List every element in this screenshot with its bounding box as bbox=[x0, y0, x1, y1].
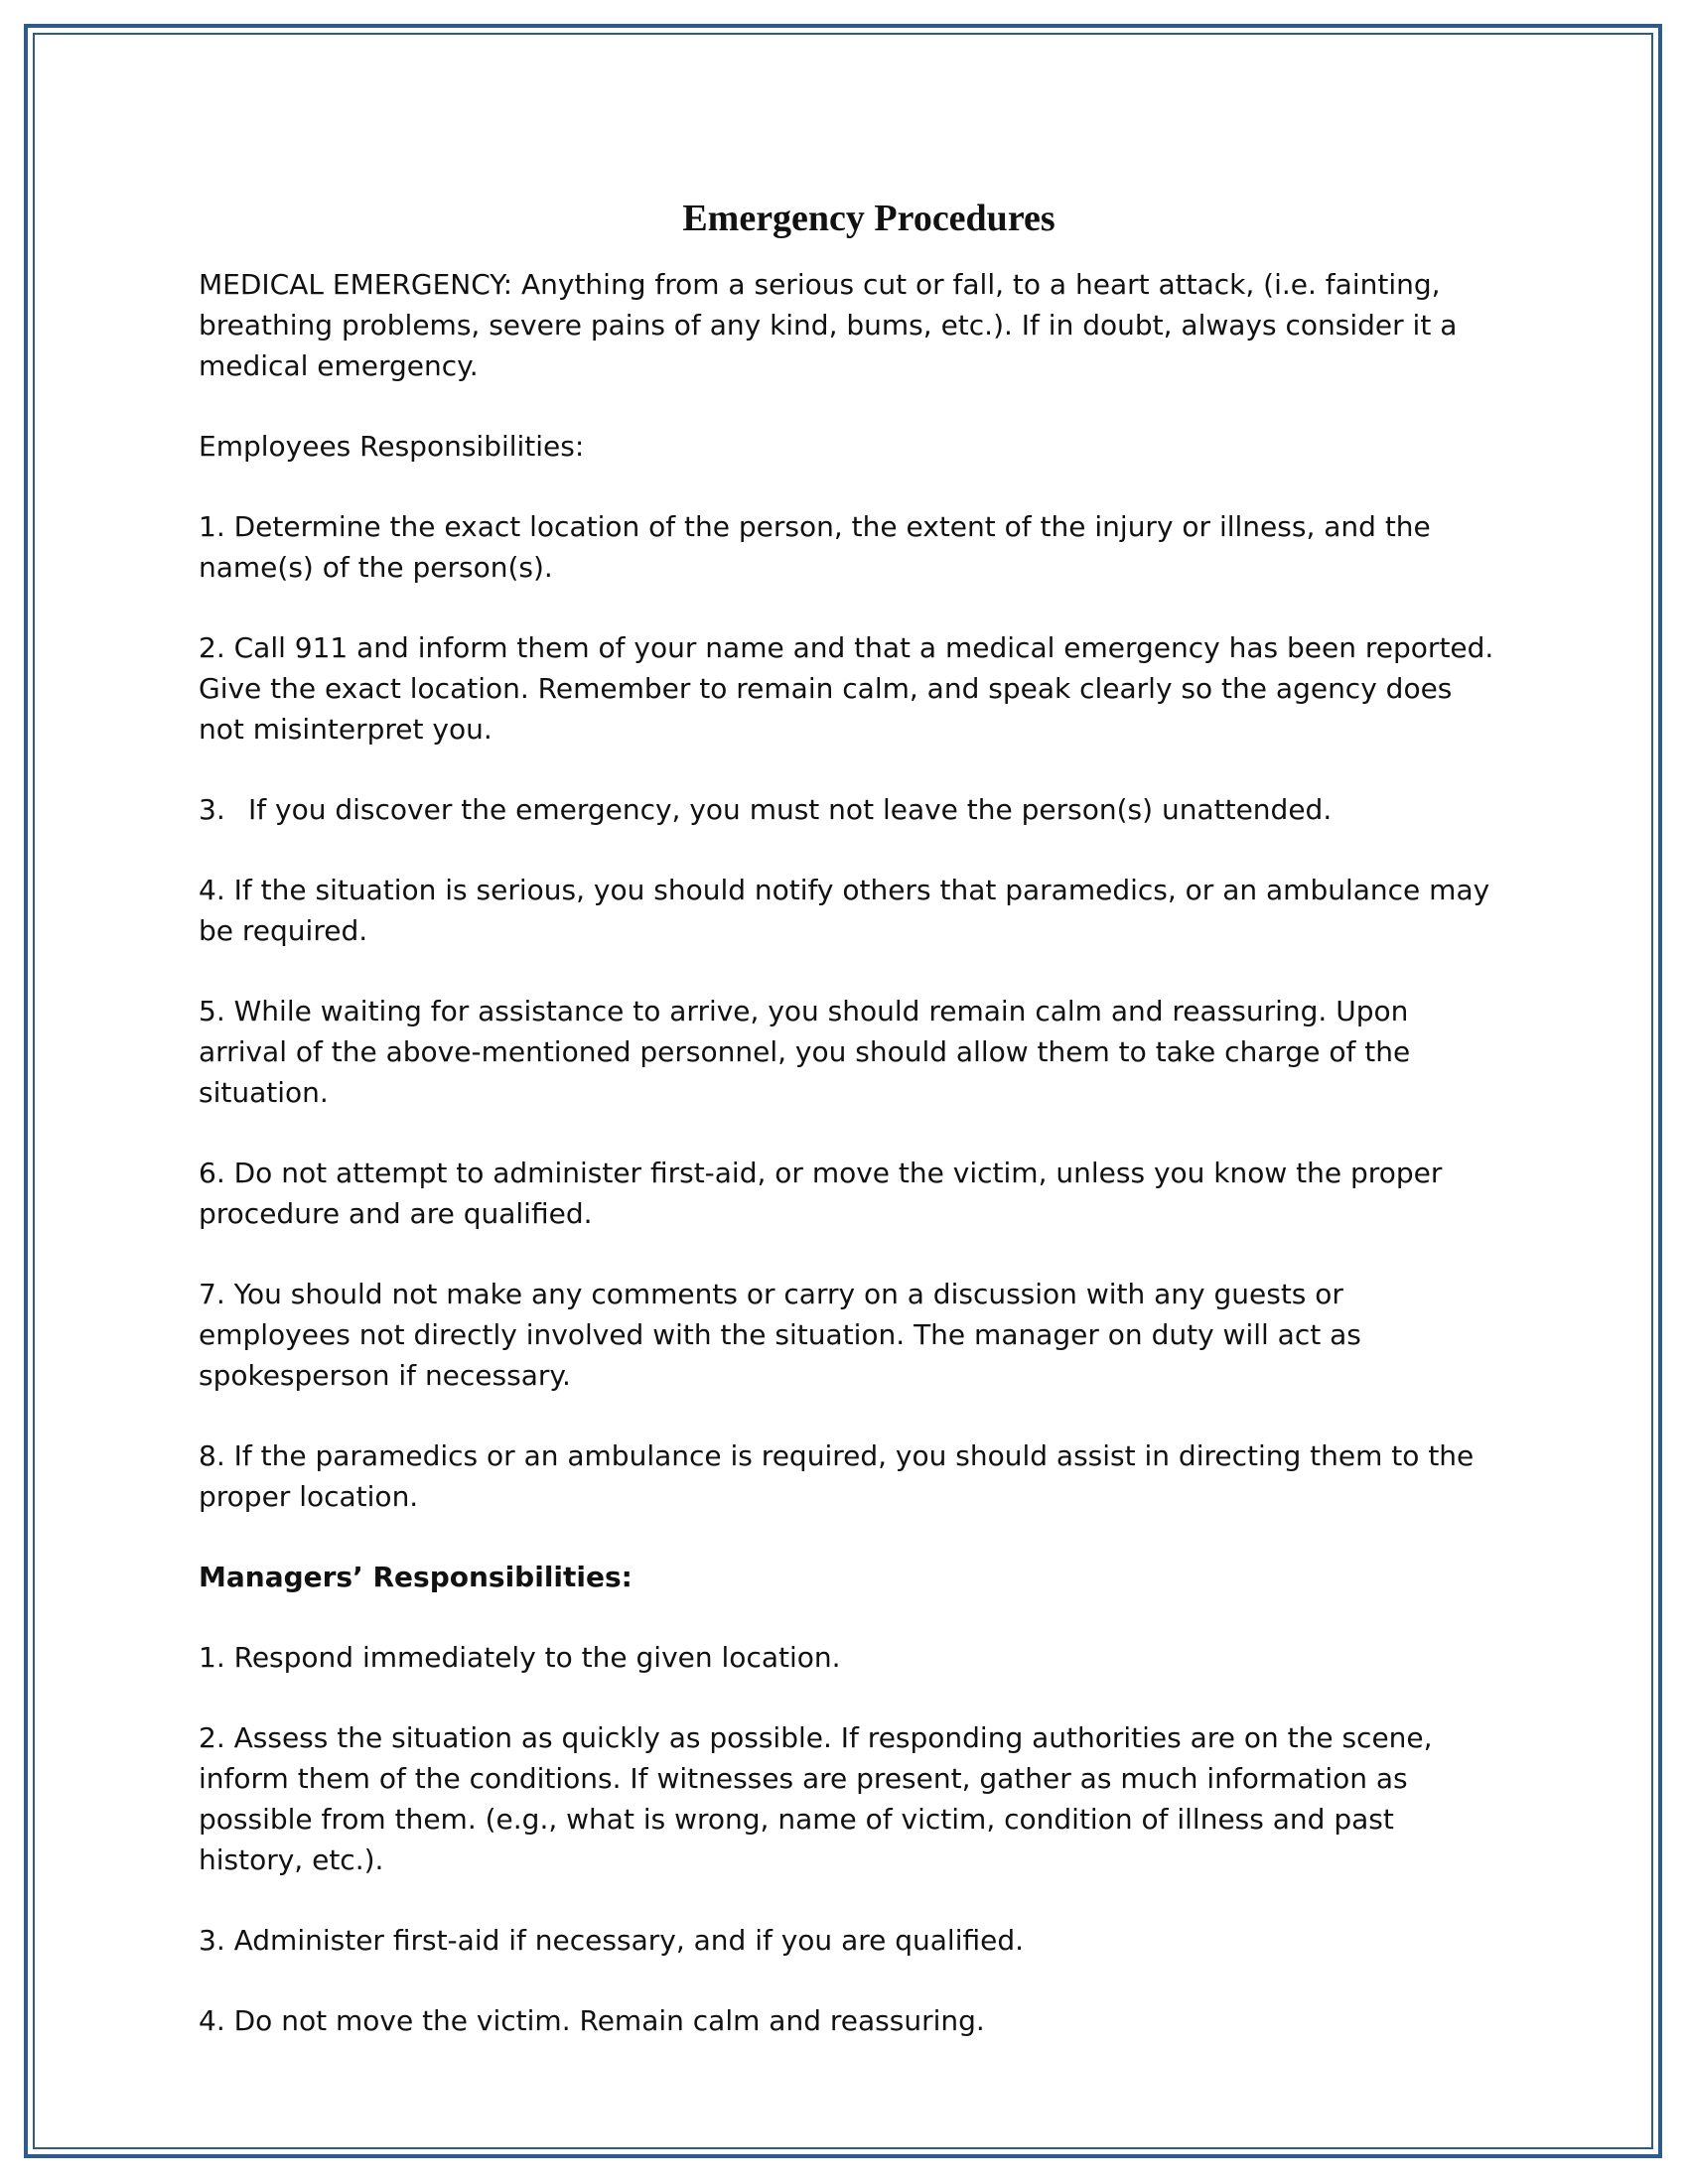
employee-item-2: 2. Call 911 and inform them of your name and that a medical emergency has been reported. Give the exact location. Remember to remain calm, and speak clearly so the agency does not misinterpret you. bbox=[199, 631, 1494, 746]
employees-heading: Employees Responsibilities: bbox=[199, 430, 585, 463]
manager-item-3: 3. Administer first-aid if necessary, and if you are qualified. bbox=[199, 1924, 1025, 1957]
manager-item-1: 1. Respond immediately to the given location. bbox=[199, 1641, 841, 1674]
employee-item-7: 7. You should not make any comments or carry on a discussion with any guests or employees not directly involved with the situation. The manager on duty will act as spokesperson if necessary. bbox=[199, 1278, 1361, 1392]
employee-item-6: 6. Do not attempt to administer first-aid, or move the victim, unless you know the proper procedure and are qualified. bbox=[199, 1157, 1443, 1230]
managers-heading: Managers’ Responsibilities: bbox=[199, 1561, 633, 1593]
employee-item-5: 5. While waiting for assistance to arrive, you should remain calm and reassuring. Upon arrival of the above-mentioned personnel, you should allow them to take charge of the situation. bbox=[199, 995, 1411, 1109]
manager-item-2: 2. Assess the situation as quickly as possible. If responding authorities are on the scene, inform them of the conditions. If witnesses are present, gather as much information as possible from them. (e.g., what is wrong, name of victim, condition of illness and past history, etc.). bbox=[199, 1721, 1433, 1876]
employee-item-8: 8. If the paramedics or an ambulance is required, you should assist in directing them to the proper location. bbox=[199, 1439, 1475, 1513]
manager-item-4: 4. Do not move the victim. Remain calm and reassuring. bbox=[199, 2004, 985, 2037]
document-body bbox=[199, 189, 1499, 2081]
employee-item-3 bbox=[199, 789, 1499, 830]
employee-item-4: 4. If the situation is serious, you should notify others that paramedics, or an ambulance may be required. bbox=[199, 874, 1490, 947]
intro-paragraph: MEDICAL EMERGENCY: Anything from a serious cut or fall, to a heart attack, (i.e. fainting, breathing problems, severe pains of any kind, bums, etc.). If in doubt, always consider it a medical emergency. bbox=[199, 268, 1458, 382]
employee-item-1: 1. Determine the exact location of the person, the extent of the injury or illness, and the name(s) of the person(s). bbox=[199, 510, 1431, 584]
employee-item-3-text: If you discover the emergency, you must not leave the person(s) unattended. bbox=[248, 793, 1333, 826]
document-title: Emergency Procedures bbox=[682, 198, 1055, 239]
employee-item-3-number: 3. bbox=[199, 793, 225, 826]
